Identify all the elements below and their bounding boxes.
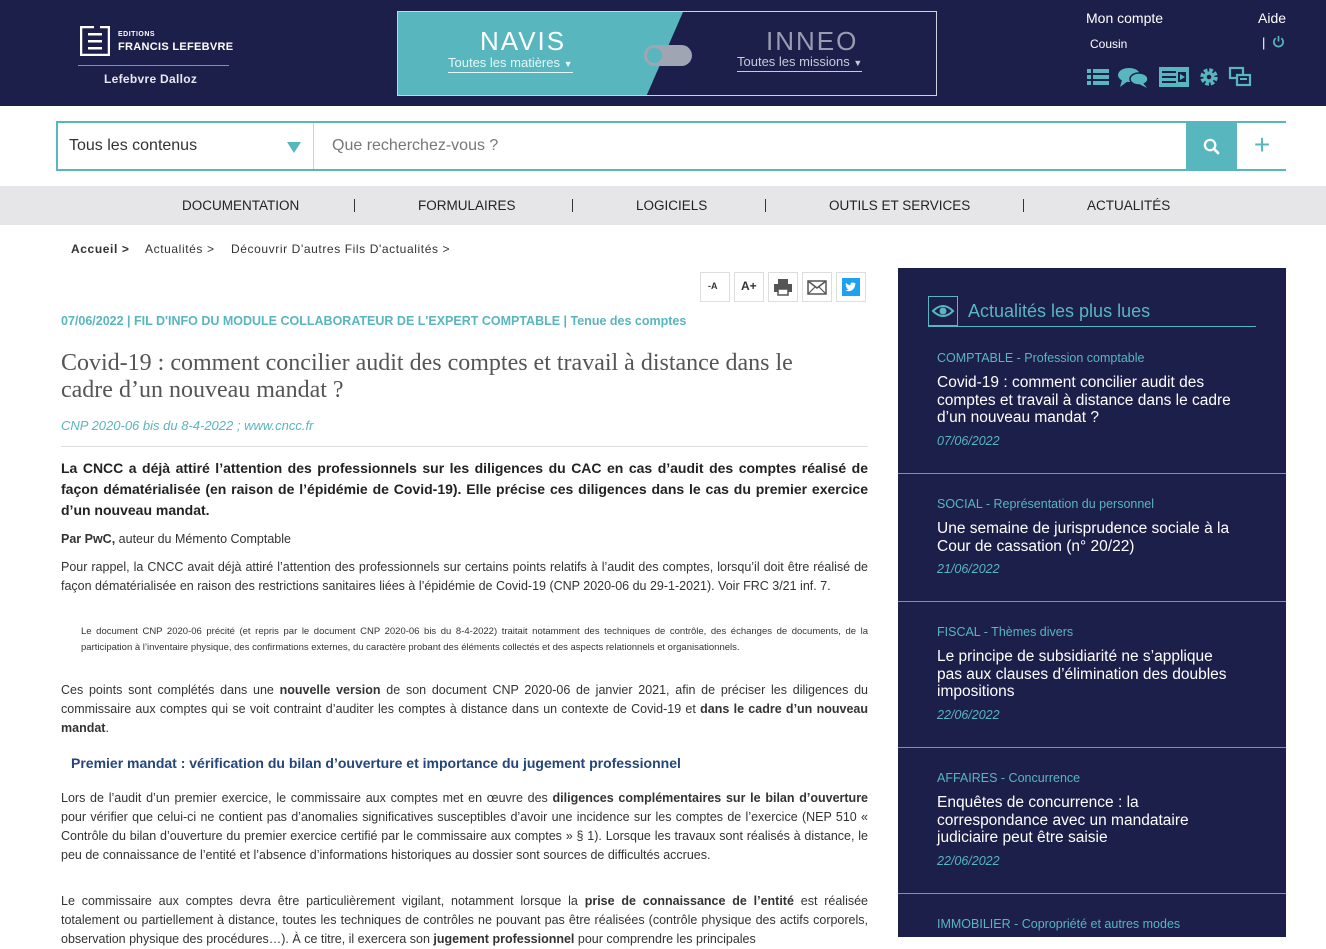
nav-separator	[765, 199, 766, 212]
article-paragraph	[61, 892, 868, 949]
product-switcher	[397, 11, 937, 96]
chat-icon[interactable]	[1117, 65, 1149, 89]
inneo-mission-label: Toutes les missions	[737, 54, 850, 69]
logo-editions: EDITIONS	[118, 31, 156, 38]
eye-icon	[928, 296, 958, 326]
article-meta: 07/06/2022 | FIL D'INFO DU MODULE COLLABORATEUR DE L'EXPERT COMPTABLE | Tenue des comptes	[61, 314, 687, 328]
breadcrumb-actualites[interactable]: Actualités >	[145, 242, 215, 256]
item-date: 22/06/2022	[937, 708, 1000, 722]
item-title[interactable]: Une semaine de jurisprudence sociale à la Cour de cassation (n° 20/22)	[937, 520, 1230, 555]
item-title[interactable]: Enquêtes de concurrence : la correspondance avec un mandataire judiciaire peut être saisie	[937, 794, 1189, 846]
document-video-icon[interactable]	[1158, 65, 1190, 89]
article-note: Le document CNP 2020-06 précité (et repris par le document CNP 2020-06 bis du 8-4-2022) traitait notamment des techniques de contrôle, des échanges de documents, de la participation à l’inventaire physique, des confirmations externes, du caractère probant des éléments collectés et des aspects relationnels et organisationnels.	[81, 626, 868, 653]
breadcrumb-fils[interactable]: Découvrir D'autres Fils D'actualités >	[231, 242, 451, 256]
search-bar	[56, 121, 1286, 171]
nav-logiciels[interactable]: LOGICIELS	[636, 198, 708, 213]
list-item[interactable]	[898, 748, 1286, 894]
text-bold: nouvelle version	[279, 683, 381, 697]
inneo-mission-select[interactable]	[737, 54, 862, 72]
product-toggle[interactable]	[644, 45, 692, 66]
envelope-icon	[807, 280, 827, 295]
search-scope-select[interactable]	[58, 123, 314, 169]
top-header	[0, 0, 1326, 106]
logo-name: FRANCIS LEFEBVRE	[118, 41, 234, 53]
font-increase-button[interactable]	[734, 272, 764, 302]
inneo-title[interactable]: INNEO	[766, 26, 859, 56]
print-button[interactable]	[768, 272, 798, 302]
nav-separator	[1023, 199, 1024, 212]
help-link[interactable]: Aide	[1258, 10, 1287, 26]
screens-icon[interactable]	[1228, 65, 1252, 89]
navis-subject-select[interactable]	[448, 55, 573, 73]
text-bold: diligences complémentaires sur le bilan d’ouverture	[552, 791, 869, 805]
power-icon	[1272, 35, 1285, 48]
text-bold: dans le cadre d’un nouveau mandat	[61, 702, 868, 735]
item-date: 21/06/2022	[937, 562, 1000, 576]
advanced-search-button[interactable]: +	[1238, 123, 1286, 169]
sidebar-title: Actualités les plus lues	[968, 301, 1151, 321]
item-category: IMMOBILIER - Copropriété et autres modes	[937, 917, 1181, 931]
item-category: SOCIAL - Représentation du personnel	[937, 497, 1155, 511]
twitter-icon	[842, 278, 860, 296]
twitter-share-button[interactable]	[836, 272, 866, 302]
navis-subject-label: Toutes les matières	[448, 55, 560, 70]
triangle-down-icon	[287, 142, 301, 153]
account-user: Cousin	[1090, 37, 1128, 51]
item-category: AFFAIRES - Concurrence	[937, 771, 1081, 785]
main-nav	[0, 186, 1326, 225]
article-paragraph	[61, 681, 868, 738]
list-item[interactable]	[898, 894, 1286, 937]
list-item[interactable]	[898, 474, 1286, 602]
breadcrumb-home[interactable]: Accueil >	[71, 242, 130, 256]
nav-outils-services[interactable]: OUTILS ET SERVICES	[829, 198, 971, 213]
most-read-sidebar	[898, 268, 1286, 937]
text-bold: prise de connaissance de l’entité	[584, 894, 794, 908]
printer-icon	[773, 278, 793, 296]
text-run: .	[105, 721, 109, 735]
nav-documentation[interactable]: DOCUMENTATION	[182, 198, 300, 213]
article-author	[61, 530, 868, 549]
gear-icon[interactable]	[1198, 65, 1220, 89]
email-button[interactable]	[802, 272, 832, 302]
text-run: Ces points sont complétés dans une	[61, 683, 280, 697]
navis-title[interactable]: NAVIS	[480, 26, 567, 56]
list-icon[interactable]	[1086, 65, 1110, 89]
article-paragraph	[61, 789, 868, 865]
text-run: de son document CNP 2020-06 de janvier 2021, afin de préciser les diligences du commissaire aux comptes qui se voit contraint d’auditer les comptes à distance dans un contexte de Covid-19 et	[61, 683, 868, 716]
logo-divider	[78, 65, 229, 66]
search-scope-label: Tous les contenus	[69, 137, 198, 154]
font-decrease-button[interactable]	[700, 272, 730, 302]
search-button[interactable]	[1186, 123, 1237, 169]
search-input[interactable]	[332, 133, 1172, 159]
nav-formulaires[interactable]: FORMULAIRES	[418, 198, 516, 213]
text-run: Le commissaire aux comptes devra être particulièrement vigilant, notamment lorsque la	[61, 894, 585, 908]
article-source[interactable]: CNP 2020-06 bis du 8-4-2022 ; www.cncc.fr	[61, 418, 314, 433]
divider	[61, 446, 868, 447]
logo-subbrand: Lefebvre Dalloz	[104, 72, 198, 86]
nav-separator	[354, 199, 355, 212]
chevron-down-icon: ▼	[563, 59, 573, 69]
author-name: Par PwC,	[61, 532, 116, 546]
author-role: auteur du Mémento Comptable	[115, 532, 291, 546]
item-date: 22/06/2022	[937, 854, 1000, 868]
search-icon	[1203, 138, 1220, 155]
item-category: COMPTABLE - Profession comptable	[937, 351, 1145, 365]
toggle-knob	[644, 45, 665, 66]
list-item[interactable]	[898, 336, 1286, 474]
logout-button[interactable]: |	[1262, 34, 1285, 50]
eye-svg	[929, 297, 957, 325]
nav-actualites[interactable]: ACTUALITÉS	[1087, 198, 1171, 213]
sidebar-header	[928, 296, 1256, 327]
text-run: pour vérifier que celui-ci ne contient pas d’anomalies significatives susceptibles d’avoir une incidence sur les comptes de l’exercice (NEP 510 « Contrôle du bilan d’ouverture du premier exercice certifié par le commissaire aux comptes » § 1). Lorsque les travaux sont réalisés à distance, le peu de connaissance de l’entité et l’absence d’informations historiques au dossier sont sources de difficultés accrues.	[61, 810, 868, 862]
nav-separator	[572, 199, 573, 212]
logo-mark-icon	[80, 26, 110, 56]
item-title[interactable]: Le principe de subsidiarité ne s’applique pas aux clauses d’élimination des doubles impositions	[937, 648, 1227, 700]
article-title: Covid-19 : comment concilier audit des comptes et travail à distance dans le cadre d’un nouveau mandat ?	[61, 350, 793, 403]
font-increase-label: A+	[741, 279, 757, 293]
text-run: Lors de l’audit d’un premier exercice, le commissaire aux comptes met en œuvre des	[61, 791, 553, 805]
item-title[interactable]: Covid-19 : comment concilier audit des comptes et travail à distance dans le cadre d’un nouveau mandat ?	[937, 374, 1231, 426]
chevron-down-icon: ▼	[853, 58, 863, 68]
text-run: pour comprendre les principales	[574, 932, 756, 946]
text-run: est réalisée totalement ou partiellement à distance, toutes les techniques de contrôles ne pouvant pas être réalisées (contrôle physique des actifs corporels, observation physique des procédures…). À ce titre, il exercera son	[61, 894, 868, 946]
list-item[interactable]	[898, 602, 1286, 748]
article-subheading: Premier mandat : vérification du bilan d’ouverture et importance du jugement professionnel	[71, 755, 681, 771]
article-paragraph: Pour rappel, la CNCC avait déjà attiré l’attention des professionnels sur certains points relatifs à l’audit des comptes, lorsqu’il doit être réalisé de façon dématérialisée en raison des restrictions sanitaires liées à l’épidémie de Covid-19 (CNP 2020-06 du 29-1-2021). Voir FRC 3/21 inf. 7.	[61, 560, 868, 593]
article-lead: La CNCC a déjà attiré l’attention des professionnels sur les diligences du CAC en cas d’audit des comptes réalisé de façon dématérialisée (en raison de l’épidémie de Covid-19). Elle précise ces diligences dans le cas du premier exercice d’un nouveau mandat.	[61, 460, 868, 518]
text-bold: jugement professionnel	[433, 932, 575, 946]
item-category: FISCAL - Thèmes divers	[937, 625, 1074, 639]
font-decrease-label: -A	[708, 281, 718, 291]
account-link[interactable]: Mon compte	[1086, 10, 1164, 26]
item-date: 07/06/2022	[937, 434, 1000, 448]
